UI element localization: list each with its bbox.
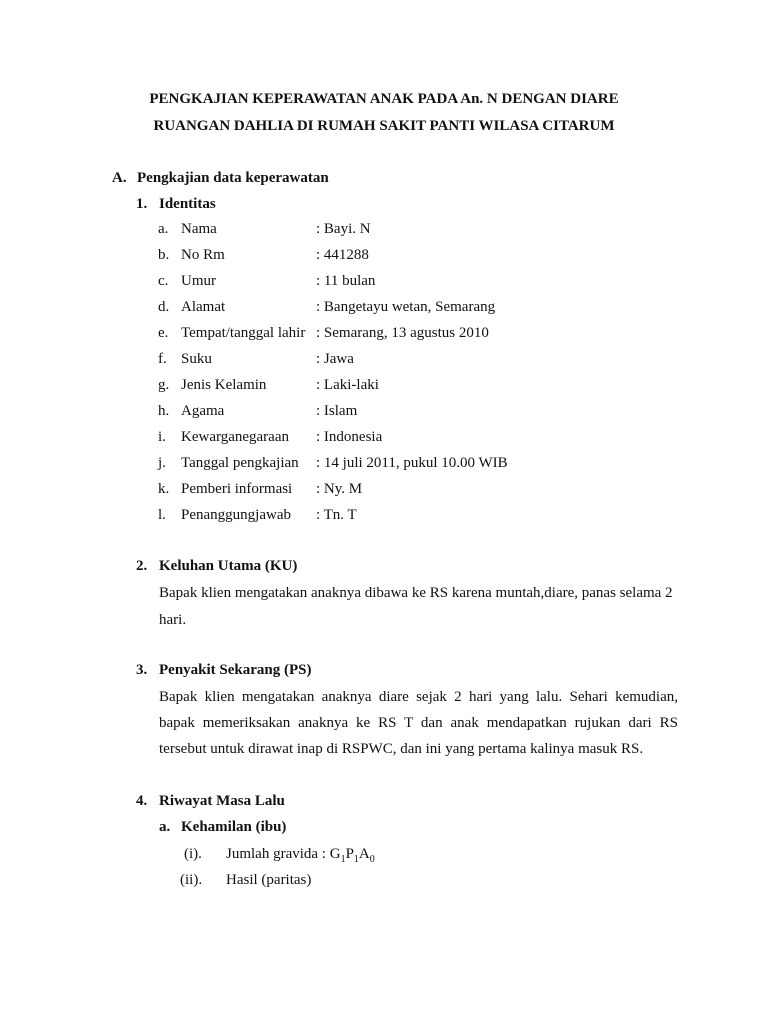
penyakit-heading: Penyakit Sekarang (PS) [159, 662, 312, 678]
penyakit-text-line-2: bapak memeriksakan anaknya ke RS T dan anak mendapatkan rujukan dari RS [159, 715, 678, 731]
kehamilan-item-gravida: Jumlah gravida : $G_1P_1A_0$ [226, 846, 375, 865]
kehamilan-item-text: Hasil (paritas) [226, 872, 312, 888]
item-letter: h. [158, 403, 170, 419]
item-letter: b. [158, 247, 170, 263]
item-letter: d. [158, 299, 170, 315]
item-letter: i. [158, 429, 166, 445]
item-letter: c. [158, 273, 169, 289]
kehamilan-item-roman: (i). [184, 846, 202, 862]
item-letter: l. [158, 507, 166, 523]
item-label: Suku [181, 351, 212, 367]
item-value: : Semarang, 13 agustus 2010 [316, 325, 489, 341]
item-letter: j. [158, 455, 166, 471]
item-label: Nama [181, 221, 217, 237]
item-label: Kewarganegaraan [181, 429, 289, 445]
item-letter: f. [158, 351, 167, 367]
item-value: : Jawa [316, 351, 354, 367]
item-label: No Rm [181, 247, 225, 263]
item-label: Pemberi informasi [181, 481, 293, 497]
identitas-heading: Identitas [159, 196, 216, 212]
keluhan-text-line-1: Bapak klien mengatakan anaknya dibawa ke RS karena muntah,diare, panas selama 2 [159, 585, 673, 601]
penyakit-number: 3. [136, 662, 148, 678]
item-letter: e. [158, 325, 169, 341]
penyakit-text-line-1: Bapak klien mengatakan anaknya diare sejak 2 hari yang lalu. Sehari kemudian, [159, 689, 678, 705]
penyakit-text-line-3: tersebut untuk dirawat inap di RSPWC, dan ini yang pertama kalinya masuk RS. [159, 741, 644, 757]
item-value: : 14 juli 2011, pukul 10.00 WIB [316, 455, 508, 471]
kehamilan-heading: Kehamilan (ibu) [181, 819, 287, 835]
item-letter: k. [158, 481, 170, 497]
item-label: Penanggungjawab [181, 507, 291, 523]
item-value: : Bangetayu wetan, Semarang [316, 299, 496, 315]
document-title-line-2: RUANGAN DAHLIA DI RUMAH SAKIT PANTI WILASA CITARUM [153, 118, 615, 134]
item-label: Alamat [181, 299, 226, 315]
item-label: Umur [181, 273, 216, 289]
riwayat-heading: Riwayat Masa Lalu [159, 793, 285, 809]
section-a-marker: A. [112, 170, 127, 186]
item-value: : Tn. T [316, 507, 357, 523]
riwayat-number: 4. [136, 793, 148, 809]
item-letter: a. [158, 221, 169, 237]
item-value: : Ny. M [316, 481, 363, 497]
kehamilan-item-roman: (ii). [180, 872, 203, 888]
item-label: Jenis Kelamin [181, 377, 267, 393]
item-label: Tanggal pengkajian [181, 455, 299, 471]
kehamilan-letter: a. [159, 819, 171, 835]
document-title-line-1: PENGKAJIAN KEPERAWATAN ANAK PADA An. N DENGAN DIARE [149, 91, 619, 107]
item-value: : Islam [316, 403, 358, 419]
keluhan-heading: Keluhan Utama (KU) [159, 558, 298, 574]
item-label: Tempat/tanggal lahir [181, 325, 306, 341]
item-value: : Bayi. N [316, 221, 371, 237]
item-value: : Indonesia [316, 429, 383, 445]
item-value: : Laki-laki [316, 377, 379, 393]
item-value: : 441288 [316, 247, 369, 263]
keluhan-text-line-2: hari. [159, 612, 187, 628]
item-letter: g. [158, 377, 170, 393]
item-value: : 11 bulan [316, 273, 376, 289]
item-label: Agama [181, 403, 225, 419]
keluhan-number: 2. [136, 558, 148, 574]
section-a-heading: Pengkajian data keperawatan [137, 170, 329, 186]
identitas-number: 1. [136, 196, 148, 212]
